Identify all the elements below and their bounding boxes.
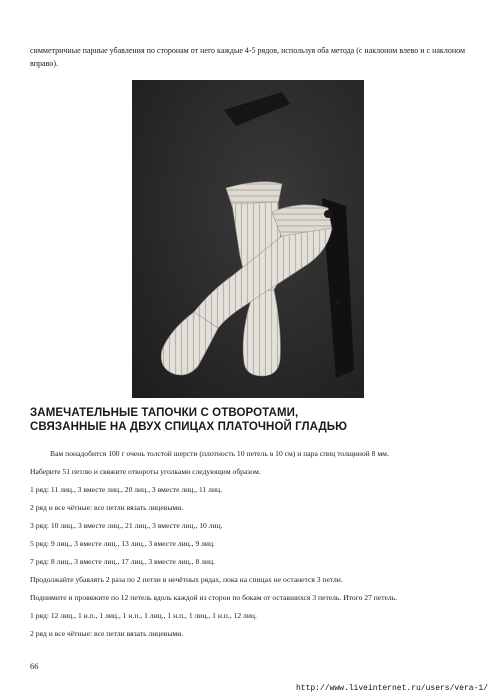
page-number: 66 [30,661,39,671]
materials-paragraph: Вам понадобится 100 г очень толстой шерсти (плотность 10 петель в 10 см) и пара спиц толщиной 8 мм. [50,449,389,458]
instruction-line: 1 ряд: 12 лиц., 1 н.п., 1 лиц., 1 н.п., 1 лиц., 1 н.п., 1 лиц., 1 н.п., 12 лиц. [30,611,257,620]
instructions [30,448,466,646]
instruction-line: Поднимите и провяжите по 12 петель вдоль каждой из сторон по бокам от оставшихся 3 петель. Итого 27 петель. [30,593,398,602]
section-heading [30,406,470,434]
intro-paragraph: симметричные парные убавления по сторонам от него каждые 4-5 рядов, используя оба метода (с наклоном влево и с наклоном вправо). [30,46,466,68]
instruction-line: 3 ряд: 10 лиц., 3 вместе лиц., 21 лиц., 3 вместе лиц., 10 лиц. [30,521,223,530]
instruction-line: 2 ряд и все чётные: все петли вязать лицевыми. [30,503,184,512]
slippers-photo [132,80,364,398]
slippers-illustration [132,80,364,398]
instruction-line: 5 ряд: 9 лиц., 3 вместе лиц., 13 лиц., 3 вместе лиц., 9 лиц. [30,539,215,548]
instruction-line: 2 ряд и все чётные: все петли вязать лицевыми. [30,629,184,638]
heading-line-1: ЗАМЕЧАТЕЛЬНЫЕ ТАПОЧКИ С ОТВОРОТАМИ, [30,407,299,419]
heading-line-2: СВЯЗАННЫЕ НА ДВУХ СПИЦАХ ПЛАТОЧНОЙ ГЛАДЬЮ [30,421,348,433]
instruction-line: Продолжайте убавлять 2 раза по 2 петли в нечётных рядах, пока на спицах не останется 3 петли. [30,575,343,584]
holder-knob-icon [324,210,332,218]
source-url-watermark[interactable]: http://www.liveinternet.ru/users/vera-1/ [295,684,488,693]
instruction-line: 7 ряд: 8 лиц., 3 вместе лиц., 17 лиц., 3 вместе лиц., 8 лиц. [30,557,215,566]
holder-knob-icon [335,299,341,305]
instruction-line: Наберите 51 петлю и свяжите отвороты уголками следующим образом. [30,467,261,476]
instruction-line: 1 ряд: 11 лиц., 3 вместе лиц., 20 лиц., 3 вместе лиц., 11 лиц. [30,485,222,494]
